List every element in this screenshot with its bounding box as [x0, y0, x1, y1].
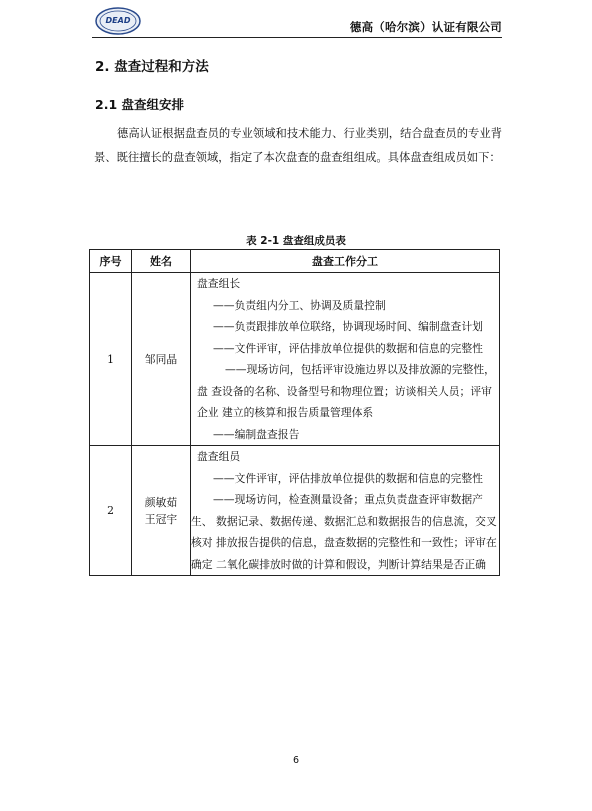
row-index: 1 — [90, 273, 132, 446]
duty-item: ——文件评审，评估排放单位提供的数据和信息的完整性 — [213, 471, 483, 485]
member-name-cell — [132, 273, 191, 446]
duty-item: ——现场访问，包括评审设施边界以及排放源的完整性，盘 查设备的名称、设备型号和物理位置；访谈相关人员；评审企业 建立的核算和报告质量管理体系 — [197, 363, 495, 419]
row-index: 2 — [90, 446, 132, 576]
duty-cell — [191, 273, 500, 446]
duty-item: ——负责组内分工、协调及质量控制 — [213, 298, 386, 312]
member-name: 王冠宇 — [144, 512, 178, 526]
role-title: 盘查组员 — [197, 450, 241, 463]
header-name: 姓名 — [132, 250, 191, 273]
table-row — [90, 446, 500, 576]
section-title: 2. 盘查过程和方法 — [95, 59, 209, 75]
member-name-cell — [132, 446, 191, 576]
company-logo — [95, 7, 141, 35]
duty-item: ——现场访问，检查测量设备；重点负责盘查评审数据产生、 数据记录、数据传递、数据汇总和数据报告的信息流，交叉核对 排放报告提供的信息，盘查数据的完整性和一致性；评审在确定 二氧化碳排放时做的计算和假设，判断计算结果是否正确 — [191, 493, 497, 571]
header-duty: 盘查工作分工 — [191, 250, 500, 273]
duty-cell — [191, 446, 500, 576]
intro-paragraph: 德高认证根据盘查员的专业领域和技术能力、行业类别，结合盘查员的专业背景、既往擅长的盘查领域，指定了本次盘查的盘查组组成。具体盘查组成员如下： — [94, 127, 502, 164]
member-name: 邹同晶 — [144, 352, 178, 366]
page-number: 6 — [292, 755, 300, 766]
table-header-row — [90, 250, 500, 273]
duty-item: ——文件评审，评估排放单位提供的数据和信息的完整性 — [213, 341, 483, 355]
company-name: 德高（哈尔滨）认证有限公司 — [349, 20, 502, 34]
subsection-title: 2.1 盘查组安排 — [95, 97, 184, 112]
duty-item: ——负责跟排放单位联络，协调现场时间、编制盘查计划 — [213, 320, 483, 333]
duty-item: ——编制盘查报告 — [213, 427, 300, 441]
table-row — [90, 273, 500, 446]
svg-text:DEAD: DEAD — [105, 16, 131, 25]
table-caption: 表 2-1 盘查组成员表 — [246, 235, 346, 247]
team-member-table — [89, 249, 500, 576]
member-name: 颜敏茹 — [144, 495, 178, 509]
role-title: 盘查组长 — [197, 277, 241, 290]
header-divider — [92, 37, 502, 38]
header-index: 序号 — [90, 250, 132, 273]
